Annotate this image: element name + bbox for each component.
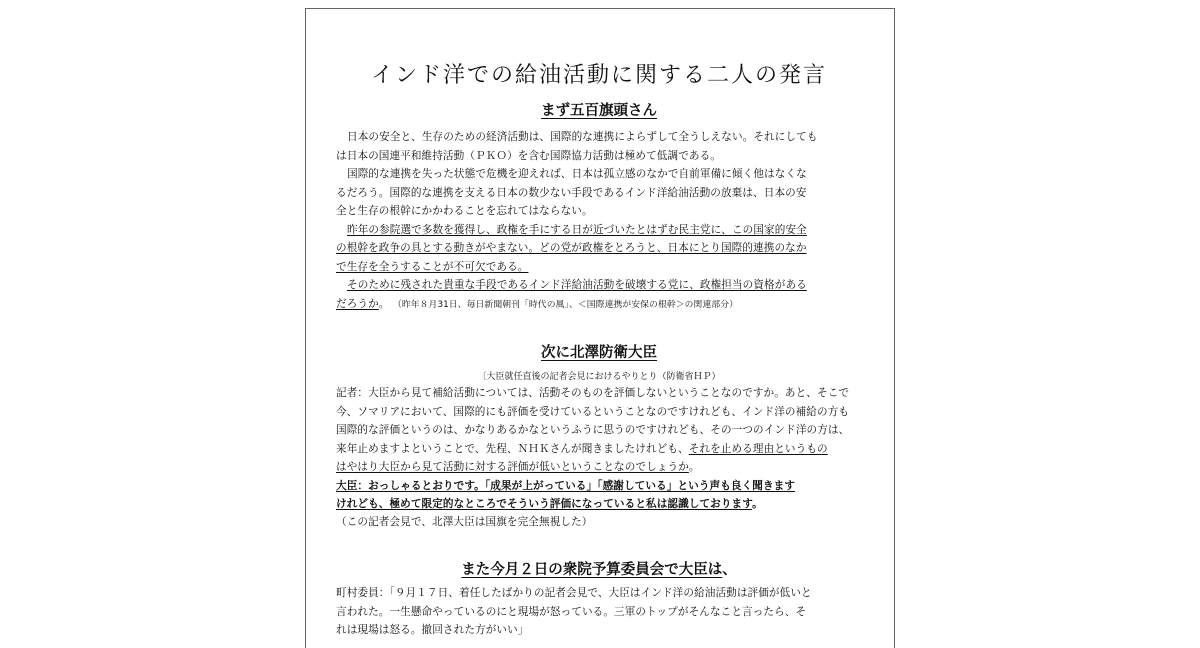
s1-source: （昨年８月31日、毎日新聞朝刊「時代の風」、＜国際連携が安保の根幹＞の関連部分） <box>392 300 739 310</box>
s3-heading-tail: 、 <box>722 562 737 578</box>
s1-line-7: の根幹を政争の具とする動きがやまない。どの党が政権をとろうと、日本にとり国際的連携のなか <box>336 242 807 254</box>
document-title: インド洋での給油活動に関する二人の発言 <box>370 63 827 88</box>
s2-answer-1: 大臣：おっしゃるとおりです。「成果が上がっている」「感謝している」という声も良く聞きます <box>336 480 796 492</box>
s2-answer-2 <box>336 497 763 511</box>
s1-line-2: は日本の国連平和維持活動（ＰＫＯ）を含む国際協力活動は極めて低調である。 <box>336 150 721 162</box>
section1-heading: まず五百旗頭さん <box>541 103 657 119</box>
s1-line-3: 国際的な連携を失った状態で危機を迎えれば、日本は孤立感のなかで自前軍備に傾く他はなくな <box>347 168 807 180</box>
s2-line-5-text: はやはり大臣から見て活動に対する評価が低いということなのでしょうか <box>336 461 689 473</box>
s1-line-1: 日本の安全と、生存のための経済活動は、国際的な連携によらずして全うしえない。それにしても <box>347 131 818 143</box>
s1-line-5: 全と生存の根幹にかかわることを忘れてはならない。 <box>336 205 593 217</box>
document-page <box>305 8 895 648</box>
s1-line-4: るだろう。国際的な連携を支える日本の数少ない手段であるインド洋給油活動の放棄は、日本の安 <box>336 187 807 199</box>
s1-line-8: で生存を全うすることが不可欠である。 <box>336 261 529 273</box>
s2-line-3: 国際的な評価というのは、かなりあるかなというふうに思うのですけれども、その一つのインド洋の方は、 <box>336 424 850 436</box>
s1-line-10-mark: 。 <box>378 298 390 310</box>
s2-note: 〔大臣就任直後の記者会見におけるやりとり（防衛省ＨＰ） <box>477 372 721 382</box>
s2-line-4 <box>336 442 828 456</box>
s1-line-6: 昨年の参院選で多数を獲得し、政権を手にする日が近づいたとはずむ民主党に、この国家的安全 <box>347 224 807 236</box>
s2-line-1: 記者：大臣から見て補給活動については、活動そのものを評価しないということなのですか。あと、そこで <box>336 387 850 399</box>
section2-heading: 次に北澤防衛大臣 <box>541 345 657 361</box>
s1-line-9: そのために残された貴重な手段であるインド洋給油活動を破壊する党に、政権担当の資格がある <box>347 279 807 291</box>
section3-heading: また今月２日の衆院予算委員会で大臣は、 <box>461 562 737 578</box>
s3-line-1: 町村委員：「９月１７日、着任したばかりの記者会見で、大臣はインド洋の給油活動は評価が低いと <box>336 587 812 599</box>
s3-line-2: 言われた。一生懸命やっているのにと現場が怒っている。三軍のトップがそんなこと言ったら、そ <box>336 606 807 618</box>
s3-line-3: れは現場は怒る。撤回された方がいい」 <box>336 624 529 636</box>
s2-remark: （この記者会見で、北澤大臣は国旗を完全無視した） <box>336 516 593 528</box>
s1-line-10-text: だろうか <box>336 298 379 310</box>
s2-line-5-mark: 。 <box>688 461 700 473</box>
s1-line-10 <box>336 297 738 312</box>
s2-answer-tail: 。 <box>752 498 763 510</box>
s2-line-5 <box>336 460 700 474</box>
s2-answer-2-text: けれども、極めて限定的なところでそういう評価になっていると私は認識しております <box>336 498 753 510</box>
s2-line-2: 今、ソマリアにおいて、国際的にも評価を受けているということなのですけれども、インド洋の補給の方も <box>336 406 850 418</box>
s2-line-4-text: 来年止めますよということで、先程、ＮＨＫさんが聞きましたけれども、 <box>336 443 689 455</box>
s2-line-4-underlined: それを止める理由というもの <box>688 443 828 455</box>
